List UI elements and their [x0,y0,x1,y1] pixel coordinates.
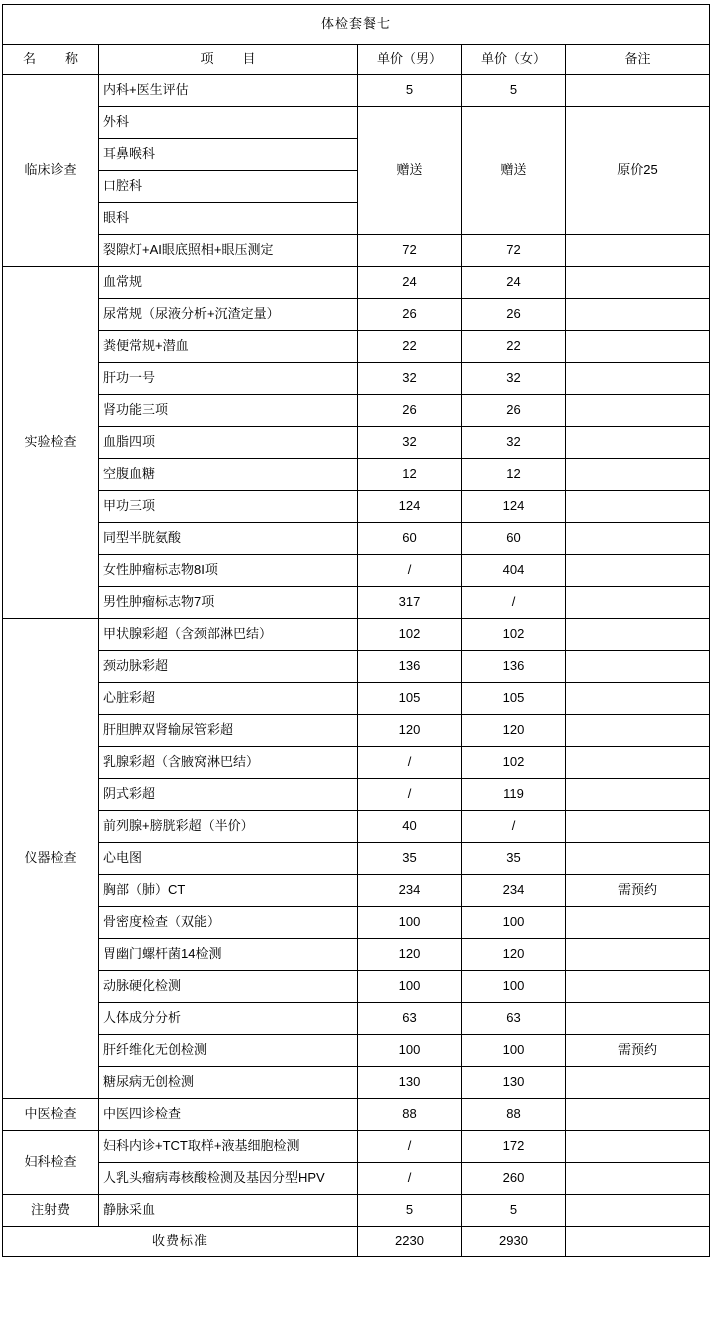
note-cell [566,491,710,523]
item-name: 裂隙灯+AI眼底照相+眼压测定 [99,235,358,267]
note-cell [566,683,710,715]
price-male: 88 [358,1099,462,1131]
price-female: 120 [462,715,566,747]
table-row [3,1099,710,1131]
note-cell [566,1163,710,1195]
note-cell [566,267,710,299]
item-name: 胃幽门螺杆菌14检测 [99,939,358,971]
price-male: 26 [358,395,462,427]
note-cell: 需预约 [566,875,710,907]
price-female: 32 [462,363,566,395]
note-cell [566,971,710,1003]
note-cell [566,555,710,587]
price-female: 5 [462,1195,566,1227]
price-female: 100 [462,907,566,939]
title-row [3,5,710,45]
note-cell [566,299,710,331]
price-female: 24 [462,267,566,299]
item-name: 甲状腺彩超（含颈部淋巴结） [99,619,358,651]
table-row [3,491,710,523]
price-female: 22 [462,331,566,363]
table-row [3,1131,710,1163]
item-name: 甲功三项 [99,491,358,523]
price-male: 72 [358,235,462,267]
price-male: 24 [358,267,462,299]
table-row [3,235,710,267]
note-cell [566,1195,710,1227]
total-row [3,1227,710,1257]
price-male: 60 [358,523,462,555]
price-female: 404 [462,555,566,587]
table-row [3,715,710,747]
item-name: 口腔科 [99,171,358,203]
price-male: / [358,555,462,587]
total-note [566,1227,710,1257]
price-female: 124 [462,491,566,523]
price-female: 136 [462,651,566,683]
price-female: 120 [462,939,566,971]
table-row [3,651,710,683]
item-name: 颈动脉彩超 [99,651,358,683]
price-male: 32 [358,363,462,395]
note-cell [566,331,710,363]
note-cell [566,907,710,939]
item-name: 空腹血糖 [99,459,358,491]
item-name: 人乳头瘤病毒核酸检测及基因分型HPV [99,1163,358,1195]
table-row [3,683,710,715]
item-name: 肝胆脾双肾输尿管彩超 [99,715,358,747]
price-female: 72 [462,235,566,267]
price-female: 130 [462,1067,566,1099]
note-cell [566,75,710,107]
note-cell [566,427,710,459]
price-male: 63 [358,1003,462,1035]
item-name: 女性肿瘤标志物8I项 [99,555,358,587]
price-female: 105 [462,683,566,715]
price-female: 32 [462,427,566,459]
price-female: / [462,811,566,843]
table-row [3,779,710,811]
item-name: 男性肿瘤标志物7项 [99,587,358,619]
header-price-male: 单价（男） [358,45,462,75]
price-male: 130 [358,1067,462,1099]
note-cell [566,235,710,267]
table-row [3,523,710,555]
table-row [3,971,710,1003]
page-title: 体检套餐七 [3,5,710,45]
note-cell [566,843,710,875]
category-cell: 仪器检查 [3,619,99,1099]
price-male: / [358,747,462,779]
price-male: 317 [358,587,462,619]
price-male: 234 [358,875,462,907]
table-row [3,907,710,939]
price-male: 100 [358,907,462,939]
price-male: 100 [358,971,462,1003]
note-cell [566,587,710,619]
price-male-merged: 赠送 [358,107,462,235]
item-name: 血脂四项 [99,427,358,459]
table-row [3,1067,710,1099]
price-female: 60 [462,523,566,555]
item-name: 肝纤维化无创检测 [99,1035,358,1067]
table-row [3,843,710,875]
header-price-female: 单价（女） [462,45,566,75]
price-female: 260 [462,1163,566,1195]
table-row [3,875,710,907]
note-cell [566,1003,710,1035]
note-cell: 需预约 [566,1035,710,1067]
table-row [3,1003,710,1035]
total-female: 2930 [462,1227,566,1257]
total-label: 收费标准 [3,1227,358,1257]
price-female: 26 [462,299,566,331]
item-name: 乳腺彩超（含腋窝淋巴结） [99,747,358,779]
price-male: 40 [358,811,462,843]
item-name: 阴式彩超 [99,779,358,811]
price-female: 102 [462,619,566,651]
price-male: 120 [358,939,462,971]
table-row [3,619,710,651]
table-row [3,1163,710,1195]
price-female: 35 [462,843,566,875]
table-row [3,427,710,459]
note-cell [566,1067,710,1099]
item-name: 肝功一号 [99,363,358,395]
price-female: / [462,587,566,619]
note-cell [566,811,710,843]
table-row [3,363,710,395]
table-row [3,1035,710,1067]
price-male: 120 [358,715,462,747]
price-male: 5 [358,1195,462,1227]
note-cell [566,747,710,779]
price-female: 102 [462,747,566,779]
note-cell [566,619,710,651]
note-cell [566,715,710,747]
item-name: 眼科 [99,203,358,235]
item-name: 胸部（肺）CT [99,875,358,907]
note-cell [566,395,710,427]
price-male: 5 [358,75,462,107]
item-name: 前列腺+膀胱彩超（半价） [99,811,358,843]
item-name: 心电图 [99,843,358,875]
price-male: 32 [358,427,462,459]
note-cell [566,523,710,555]
price-male: 124 [358,491,462,523]
note-cell [566,1099,710,1131]
price-male: 102 [358,619,462,651]
health-checkup-package-table [2,4,710,1257]
price-male: 35 [358,843,462,875]
item-name: 心脏彩超 [99,683,358,715]
item-name: 中医四诊检查 [99,1099,358,1131]
category-cell: 妇科检查 [3,1131,99,1195]
category-cell: 实验检查 [3,267,99,619]
item-name: 糖尿病无创检测 [99,1067,358,1099]
table-row [3,811,710,843]
price-female: 5 [462,75,566,107]
price-female-merged: 赠送 [462,107,566,235]
price-female: 100 [462,1035,566,1067]
item-name: 尿常规（尿液分析+沉渣定量） [99,299,358,331]
price-male: / [358,1131,462,1163]
item-name: 肾功能三项 [99,395,358,427]
category-cell: 临床诊查 [3,75,99,267]
price-male: 12 [358,459,462,491]
table-row [3,75,710,107]
table-row [3,1195,710,1227]
item-name: 内科+医生评估 [99,75,358,107]
table-row [3,747,710,779]
price-male: / [358,1163,462,1195]
table-row [3,459,710,491]
price-female: 119 [462,779,566,811]
total-male: 2230 [358,1227,462,1257]
item-name: 静脉采血 [99,1195,358,1227]
item-name: 耳鼻喉科 [99,139,358,171]
note-cell-merged: 原价25 [566,107,710,235]
note-cell [566,363,710,395]
item-name: 动脉硬化检测 [99,971,358,1003]
table-row [3,939,710,971]
table-row [3,555,710,587]
table-header-row [3,45,710,75]
price-male: 100 [358,1035,462,1067]
price-male: 105 [358,683,462,715]
note-cell [566,939,710,971]
note-cell [566,459,710,491]
table-row [3,299,710,331]
item-name: 人体成分分析 [99,1003,358,1035]
item-name: 粪便常规+潜血 [99,331,358,363]
price-male: / [358,779,462,811]
header-category: 名 称 [3,45,99,75]
price-female: 12 [462,459,566,491]
table-row [3,587,710,619]
header-note: 备注 [566,45,710,75]
table-row [3,267,710,299]
table-row [3,331,710,363]
price-female: 63 [462,1003,566,1035]
price-female: 26 [462,395,566,427]
header-item: 项 目 [99,45,358,75]
item-name: 妇科内诊+TCT取样+液基细胞检测 [99,1131,358,1163]
price-male: 22 [358,331,462,363]
item-name: 外科 [99,107,358,139]
price-male: 26 [358,299,462,331]
price-female: 88 [462,1099,566,1131]
item-name: 同型半胱氨酸 [99,523,358,555]
item-name: 骨密度检查（双能） [99,907,358,939]
price-female: 100 [462,971,566,1003]
table-row [3,395,710,427]
price-female: 172 [462,1131,566,1163]
category-cell: 注射费 [3,1195,99,1227]
note-cell [566,651,710,683]
category-cell: 中医检查 [3,1099,99,1131]
item-name: 血常规 [99,267,358,299]
note-cell [566,779,710,811]
table-row [3,107,710,139]
price-female: 234 [462,875,566,907]
note-cell [566,1131,710,1163]
price-male: 136 [358,651,462,683]
